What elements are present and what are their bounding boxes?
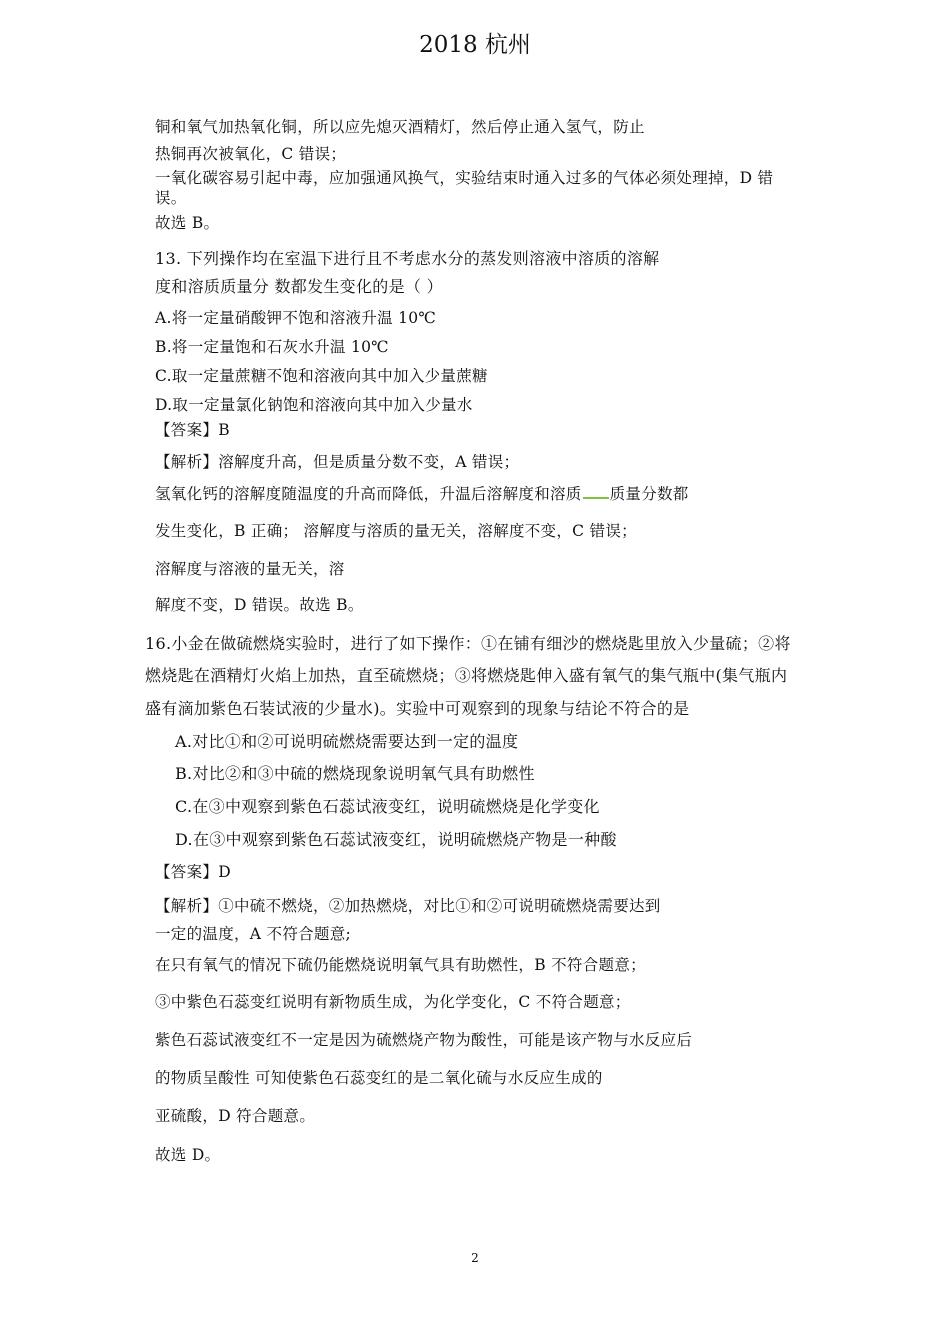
question-13-stem: 度和溶质质量分 数都发生变化的是（ ）: [155, 277, 443, 296]
question-16-answer: 【答案】D: [155, 863, 231, 881]
text-fragment: 质量分数都: [609, 485, 689, 503]
question-16-analysis: 的物质呈酸性 可知使紫色石蕊变红的是二氧化硫与水反应生成的: [155, 1069, 603, 1087]
question-16-option-b: B.对比②和③中硫的燃烧现象说明氧气具有助燃性: [175, 764, 535, 783]
question-13-option-d: D.取一定量氯化钠饱和溶液向其中加入少量水: [155, 396, 473, 414]
question-16-option-d: D.在③中观察到紫色石蕊试液变红，说明硫燃烧产物是一种酸: [175, 830, 617, 849]
text-line: 热铜再次被氧化，C 错误；: [155, 145, 347, 163]
text-line: 铜和氧气加热氧化铜，所以应先熄灭酒精灯，然后停止通入氢气，防止: [155, 118, 645, 136]
question-13-option-a: A.将一定量硝酸钾不饱和溶液升温 10℃: [155, 309, 437, 327]
question-16-stem: 16.小金在做硫燃烧实验时，进行了如下操作：①在铺有细沙的燃烧匙里放入少量硫；②将: [145, 634, 791, 653]
question-13-option-b: B.将一定量饱和石灰水升温 10℃: [155, 338, 389, 356]
question-16-stem: 盛有滴加紫色石装试液的少量水)。实验中可观察到的现象与结论不符合的是: [145, 699, 690, 718]
question-13-option-c: C.取一定量蔗糖不饱和溶液向其中加入少量蔗糖: [155, 367, 488, 385]
page-number: 2: [471, 1251, 479, 1265]
question-13-answer: 【答案】B: [155, 421, 230, 439]
question-16-option-a: A.对比①和②可说明硫燃烧需要达到一定的温度: [175, 732, 519, 751]
question-13-analysis: 溶解度与溶液的量无关，溶: [155, 560, 345, 578]
question-13-analysis: 发生变化，B 正确； 溶解度与溶质的量无关，溶解度不变，C 错误；: [155, 522, 637, 540]
question-13-stem: 13. 下列操作均在室温下进行且不考虑水分的蒸发则溶液中溶质的溶解: [155, 249, 660, 268]
text-line: 一氧化碳容易引起中毒，应加强通风换气，实验结束时通入过多的气体必须处理掉，D 错: [155, 169, 774, 187]
question-16-analysis: 【解析】①中硫不燃烧，②加热燃烧，对比①和②可说明硫燃烧需要达到: [155, 897, 661, 915]
question-16-analysis: 故选 D。: [155, 1146, 221, 1164]
question-16-option-c: C.在③中观察到紫色石蕊试液变红，说明硫燃烧是化学变化: [175, 797, 600, 816]
question-16-analysis: 一定的温度，A 不符合题意;: [155, 925, 352, 943]
question-16-analysis: ③中紫色石蕊变红说明有新物质生成，为化学变化，C 不符合题意；: [155, 993, 631, 1011]
question-16-stem: 燃烧匙在酒精灯火焰上加热，直至硫燃烧；③将燃烧匙伸入盛有氧气的集气瓶中(集气瓶内: [145, 666, 788, 685]
question-16-analysis: 在只有氧气的情况下硫仍能燃烧说明氧气具有助燃性，B 不符合题意；: [155, 956, 646, 974]
question-13-analysis: [155, 484, 689, 504]
question-16-analysis: 亚硫酸，D 符合题意。: [155, 1107, 316, 1125]
text-fragment: 氢氧化钙的溶解度随温度的升高而降低，升温后溶解度和溶质: [155, 485, 582, 503]
green-underline-mark: [583, 497, 609, 499]
page-header-title: 2018 杭州: [419, 32, 531, 58]
question-13-analysis: 【解析】溶解度升高，但是质量分数不变，A 错误；: [155, 453, 520, 471]
text-line: 故选 B。: [155, 214, 220, 232]
text-line: 误。: [155, 189, 187, 207]
question-13-analysis: 解度不变，D 错误。故选 B。: [155, 596, 364, 614]
question-16-analysis: 紫色石蕊试液变红不一定是因为硫燃烧产物为酸性，可能是该产物与水反应后: [155, 1031, 693, 1049]
